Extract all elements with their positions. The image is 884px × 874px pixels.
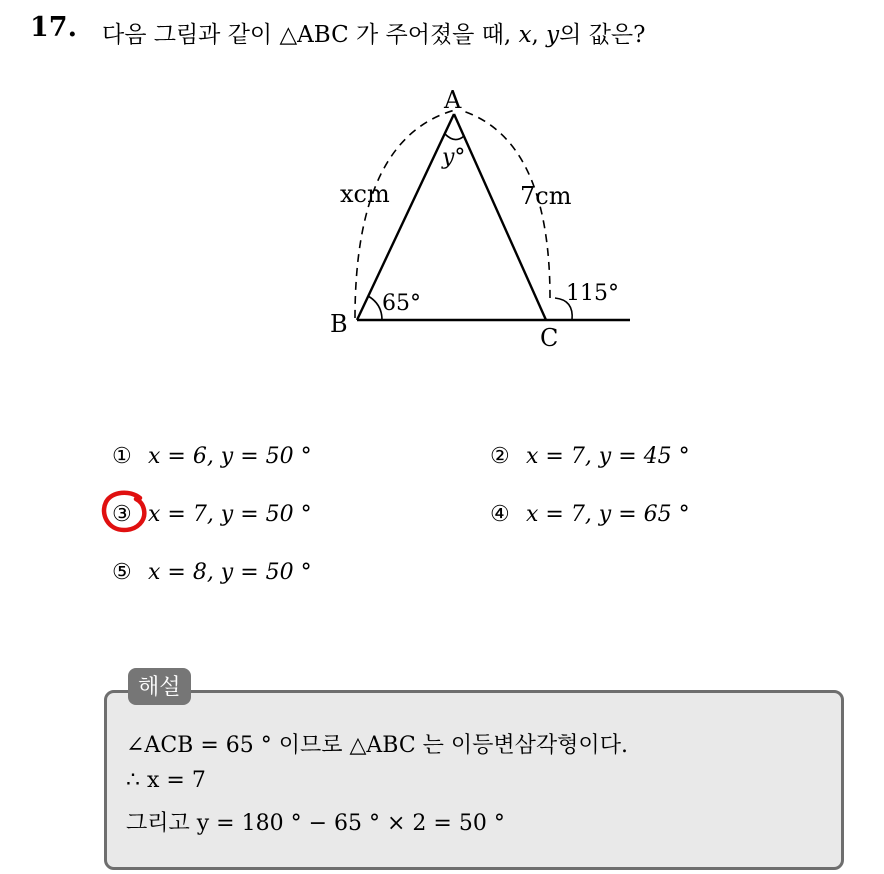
side-ac-line xyxy=(454,114,546,320)
solution-line-1: ∠ACB = 65 ° 이므로 △ABC 는 이등변삼각형이다. xyxy=(126,733,628,758)
angle-arc-b xyxy=(368,296,382,320)
question-text-before: 다음 그림과 같이 △ABC 가 주어졌을 때, xyxy=(102,22,519,48)
option-5[interactable] xyxy=(112,560,312,585)
solution-box xyxy=(104,690,844,870)
option-1[interactable] xyxy=(112,444,312,469)
question-comma: , xyxy=(531,22,547,48)
option-number: ⑤ xyxy=(112,560,132,585)
angle-label-c-exterior: 115° xyxy=(566,281,619,306)
solution-line-2: ∴ x = 7 xyxy=(126,768,206,793)
question-text-after: 의 값은? xyxy=(559,22,646,48)
option-number: ② xyxy=(490,444,510,469)
option-expression: x = 7, y = 45 ° xyxy=(526,444,690,469)
vertex-label-a: A xyxy=(444,86,462,114)
angle-arc-a xyxy=(445,134,464,140)
option-number: ③ xyxy=(112,502,132,527)
option-number: ① xyxy=(112,444,132,469)
side-label-ac: 7cm xyxy=(520,182,572,210)
option-expression: x = 8, y = 50 ° xyxy=(148,560,312,585)
vertex-label-b: B xyxy=(330,310,348,338)
solution-tag: 해설 xyxy=(128,668,191,705)
answer-circle-mark xyxy=(100,488,152,536)
question-text xyxy=(102,16,645,49)
question-var-x: x xyxy=(518,22,532,48)
question-var-y: y xyxy=(546,22,560,48)
option-expression: x = 6, y = 50 ° xyxy=(148,444,312,469)
option-4[interactable] xyxy=(490,502,690,527)
angle-label-a: y° xyxy=(442,145,466,170)
option-number: ④ xyxy=(490,502,510,527)
option-2[interactable] xyxy=(490,444,690,469)
angle-label-b: 65° xyxy=(382,291,421,316)
vertex-label-c: C xyxy=(540,324,559,352)
side-label-ab: xcm xyxy=(340,180,390,208)
side-ab-line xyxy=(357,114,454,320)
option-expression: x = 7, y = 65 ° xyxy=(526,502,690,527)
question-number: 17. xyxy=(30,12,77,43)
option-expression: x = 7, y = 50 ° xyxy=(148,502,312,527)
triangle-figure xyxy=(300,78,640,358)
solution-line-3: 그리고 y = 180 ° − 65 ° × 2 = 50 ° xyxy=(126,811,505,836)
